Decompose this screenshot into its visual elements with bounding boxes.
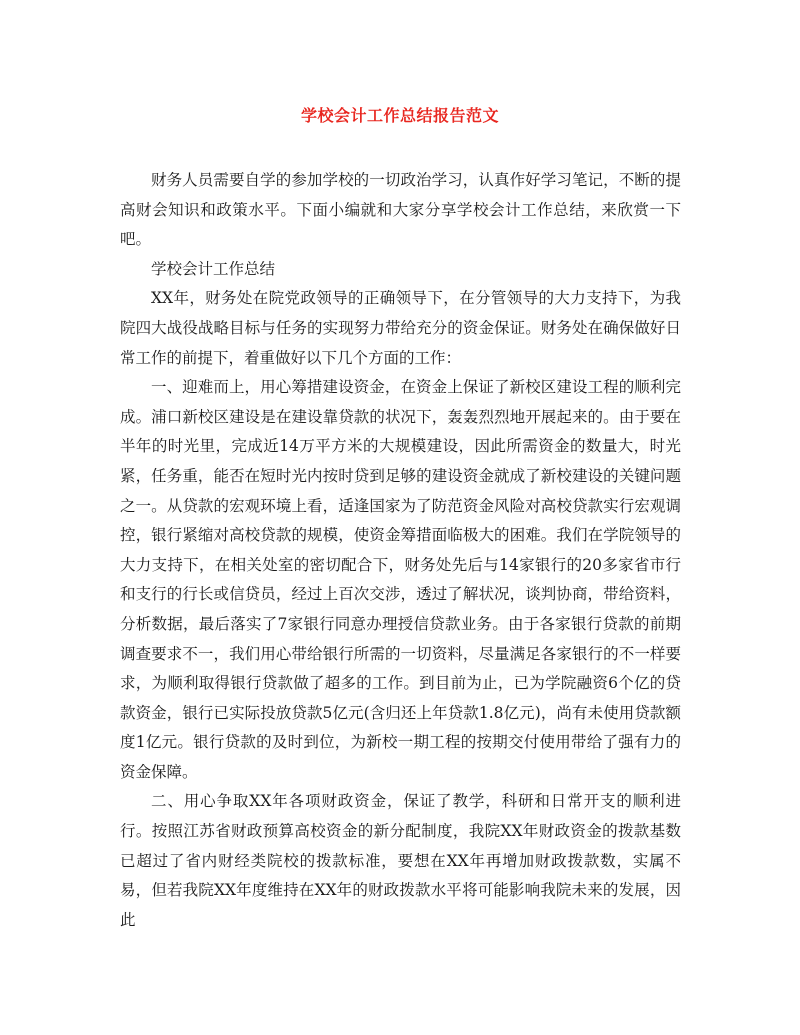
point-two-paragraph: 二、用心争取XX年各项财政资金，保证了教学，科研和日常开支的顺利进行。按照江苏省财政预算高校资金的新分配制度，我院XX年财政资金的拨款基数已超过了省内财经类院校的拨款标准，要想在XX年再增加财政拨款数，实属不易，但若我院XX年度维持在XX年的财政拨款水平将可能影响我院未来的发展，因此 (120, 792, 681, 929)
section-heading: 学校会计工作总结 (151, 259, 276, 278)
document-body (120, 166, 681, 935)
intro-paragraph: 财务人员需要自学的参加学校的一切政治学习，认真作好学习笔记，不断的提高财会知识和政策水平。下面小编就和大家分享学校会计工作总结，来欣赏一下吧。 (120, 171, 681, 249)
overview-paragraph: XX年，财务处在院党政领导的正确领导下，在分管领导的大力支持下，为我院四大战役战略目标与任务的实现努力带给充分的资金保证。财务处在确保做好日常工作的前提下，着重做好以下几个方面的工作： (120, 289, 681, 367)
point-one-paragraph: 一、迎难而上，用心筹措建设资金，在资金上保证了新校区建设工程的顺利完成。浦口新校区建设是在建设靠贷款的状况下，轰轰烈烈地开展起来的。由于要在半年的时光里，完成近14万平方米的大规模建设，因此所需资金的数量大，时光紧，任务重，能否在短时光内按时贷到足够的建设资金就成了新校建设的关键问题之一。从贷款的宏观环境上看，适逢国家为了防范资金风险对高校贷款实行宏观调控，银行紧缩对高校贷款的规模，使资金筹措面临极大的困难。我们在学院领导的大力支持下，在相关处室的密切配合下，财务处先后与14家银行的20多家省市行和支行的行长或信贷员，经过上百次交涉，透过了解状况，谈判协商，带给资料，分析数据，最后落实了7家银行同意办理授信贷款业务。由于各家银行贷款的前期调查要求不一，我们用心带给银行所需的一切资料，尽量满足各家银行的不一样要求，为顺利取得银行贷款做了超多的工作。到目前为止，已为学院融资6个亿的贷款资金，银行已实际投放贷款5亿元(含归还上年贷款1.8亿元)，尚有未使用贷款额度1亿元。银行贷款的及时到位，为新校一期工程的按期交付使用带给了强有力的资金保障。 (120, 378, 681, 781)
document-title: 学校会计工作总结报告范文 (300, 106, 499, 125)
